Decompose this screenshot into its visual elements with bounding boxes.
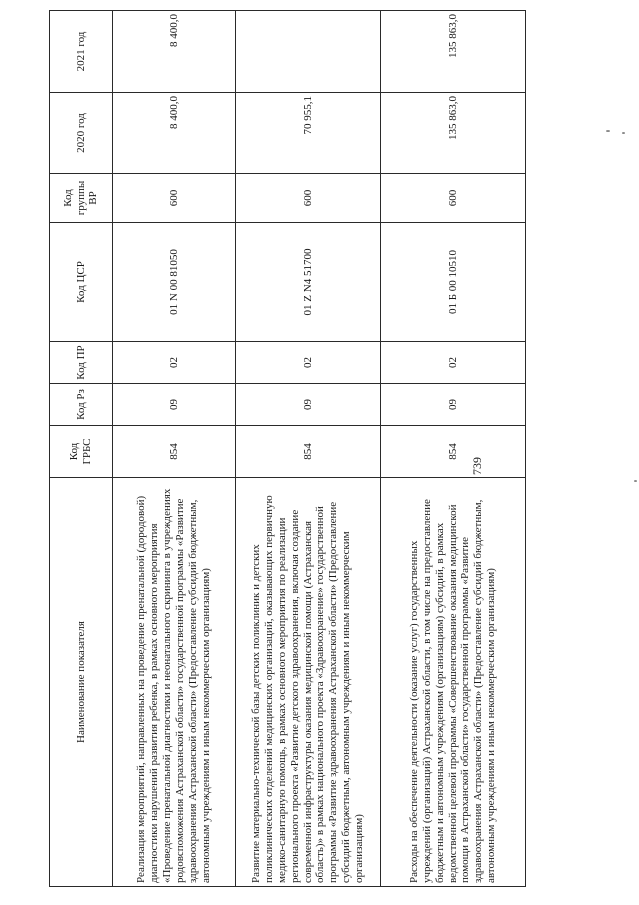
row-vr: 600 xyxy=(236,174,381,223)
header-csr: Код ЦСР xyxy=(50,223,113,342)
row-vr: 600 xyxy=(113,174,236,223)
page-number: 739 xyxy=(470,457,484,475)
row-pr: 02 xyxy=(381,342,526,384)
header-rz: Код Рз xyxy=(50,384,113,426)
scan-speck xyxy=(622,132,625,134)
header-2021: 2021 год xyxy=(50,11,113,93)
row-rz: 09 xyxy=(236,384,381,426)
row-grbs: 854 xyxy=(381,426,526,478)
header-2020: 2020 год xyxy=(50,93,113,174)
row-csr: 01 Б 00 10510 xyxy=(381,223,526,342)
table-row xyxy=(236,11,381,887)
row-2020: 8 400,0 xyxy=(113,93,236,174)
budget-table-wrapper xyxy=(49,14,513,887)
row-csr: 01 Z N4 51700 xyxy=(236,223,381,342)
table-header-row xyxy=(50,11,113,887)
row-name: Расходы на обеспечение деятельности (оказание услуг) государственных учреждений (организаций) Астраханской области, в том числе на предоставление бюджетным и автономным учреждениям (организациям) субсидий, в рамках ведомственной целевой программы «Совершенствование оказания медицинской помощи в Астраханской области» государственной программы «Развитие здравоохранения Астраханской области» (Предоставление субсидий бюджетным, автономным учреждениям и иным некоммерческим организациям) xyxy=(381,478,526,887)
scan-speck xyxy=(634,480,637,482)
row-name: Реализация мероприятий, направленных на проведение пренатальной (дородовой) диагностики нарушений развития ребенка, в рамках основного мероприятия «Проведение пренатальной диагностики и неонатального скрининга в учреждениях родовспоможения Астраханской области» государственной программы «Развитие здравоохранения Астраханской области» (Предоставление субсидий бюджетным, автономным учреждениям и иным некоммерческим организациям) xyxy=(113,478,236,887)
table-row xyxy=(381,11,526,887)
table-row xyxy=(113,11,236,887)
header-grbs: Код ГРБС xyxy=(50,426,113,478)
row-2020: 135 863,0 xyxy=(381,93,526,174)
row-grbs: 854 xyxy=(236,426,381,478)
row-vr: 600 xyxy=(381,174,526,223)
row-2020: 70 955,1 xyxy=(236,93,381,174)
header-pr: Код ПР xyxy=(50,342,113,384)
row-pr: 02 xyxy=(113,342,236,384)
row-pr: 02 xyxy=(236,342,381,384)
row-2021: 135 863,0 xyxy=(381,11,526,93)
row-rz: 09 xyxy=(113,384,236,426)
row-name: Развитие материально-технической базы детских поликлиник и детских поликлинических отделений медицинских организаций, оказывающих первичную медико-санитарную помощь, в рамках основного мероприятия по реализации регионального проекта «Развитие детского здравоохранения, включая создание современной инфраструктуры оказания медицинской помощи (Астраханская область)» в рамках национального проекта «Здравоохранение» государственной программы «Развитие здравоохранения Астраханской области» (Предоставление субсидий бюджетным, автономным учреждениям и иным некоммерческим организациям) xyxy=(236,478,381,887)
header-name: Наименование показателя xyxy=(50,478,113,887)
row-2021 xyxy=(236,11,381,93)
scan-speck xyxy=(606,130,610,132)
budget-table xyxy=(49,10,526,887)
row-csr: 01 N 00 81050 xyxy=(113,223,236,342)
header-vr: Код группы ВР xyxy=(50,174,113,223)
row-grbs: 854 xyxy=(113,426,236,478)
row-rz: 09 xyxy=(381,384,526,426)
row-2021: 8 400,0 xyxy=(113,11,236,93)
